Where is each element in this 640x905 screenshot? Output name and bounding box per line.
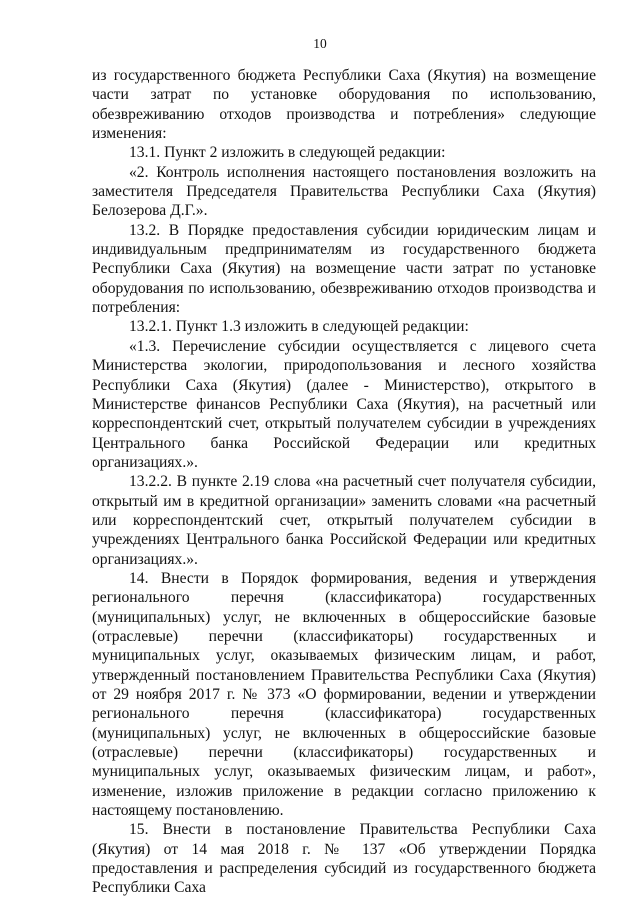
document-body — [92, 66, 596, 898]
paragraph-13-2: 13.2. В Порядке предоставления субсидии юридическим лицам и индивидуальным предпринимателям из государственного бюджета Республики Саха (Якутия) на возмещение части затрат по установке оборудования по использованию, обезвреживанию отходов производства и потребления: — [92, 221, 596, 317]
paragraph-13-2-2: 13.2.2. В пункте 2.19 слова «на расчетный счет получателя субсидии, открытый им в кредитной организации» заменить словами «на расчетный или корреспондентский счет, открытый получателем субсидии в учреждениях Центрального банка Российской Федерации или кредитных организациях.». — [92, 473, 596, 568]
paragraph-13-2-1-quote: «1.3. Перечисление субсидии осуществляется с лицевого счета Министерства экологии, природопользования и лесного хозяйства Республики Саха (Якутия) (далее - Министерство), открытого в Министерстве финансов Республики Саха (Якутия), на расчетный или корреспондентский счет, открытый получателем субсидии в учреждениях Центрального банка Российской Федерации или кредитных организациях.». — [92, 337, 596, 471]
paragraph-13-1-quote: «2. Контроль исполнения настоящего постановления возложить на заместителя Председателя Правительства Республики Саха (Якутия) Белозерова Д.Г.». — [92, 163, 596, 220]
page-number: 10 — [313, 36, 327, 51]
paragraph-13-2-1: 13.2.1. Пункт 1.3 изложить в следующей редакции: — [129, 318, 469, 336]
paragraph-14: 14. Внести в Порядок формирования, ведения и утверждения регионального перечня (классификатора) государственных (муниципальных) услуг, не включенных в общероссийские базовые (отраслевые) перечни (классификаторы) государственных и муниципальных услуг, оказываемых физическим лицам, и работ, утвержденный постановлением Правительства Республики Саха (Якутия) от 29 ноября 2017 г. № 373 «О формировании, ведении и утверждении регионального перечня (классификатора) государственных (муниципальных) услуг, не включенных в общероссийские базовые (отраслевые) перечни (классификаторы) государственных и муниципальных услуг, оказываемых физическим лицам, и работ», изменение, изложив приложение в редакции согласно приложению к настоящему постановлению. — [92, 569, 596, 820]
paragraph-15: 15. Внести в постановление Правительства Республики Саха (Якутия) от 14 мая 2018 г. № 137 «Об утверждении Порядка предоставления и распределения субсидий из государственного бюджета Республики Саха — [92, 821, 596, 897]
paragraph-intro: из государственного бюджета Республики Саха (Якутия) на возмещение части затрат по установке оборудования по использованию, обезвреживанию отходов производства и потребления» следующие изменения: — [92, 67, 596, 143]
paragraph-13-1: 13.1. Пункт 2 изложить в следующей редакции: — [129, 144, 446, 162]
